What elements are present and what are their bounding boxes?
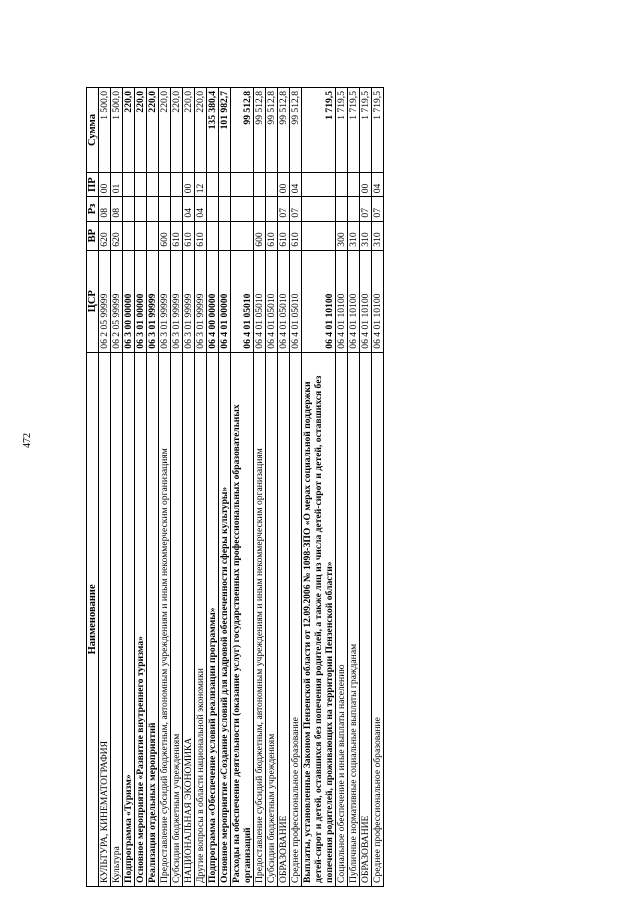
cell-vr (207, 221, 219, 250)
cell-sum: 101 982,7 (219, 88, 231, 173)
table-row (348, 88, 360, 887)
cell-pr (219, 173, 231, 197)
cell-rz (147, 197, 159, 221)
cell-sum: 99 512,8 (278, 88, 290, 173)
cell-rz (123, 197, 135, 221)
cell-rz (266, 197, 278, 221)
cell-rz (348, 197, 360, 221)
cell-rz (135, 197, 147, 221)
cell-vr: 310 (372, 221, 384, 250)
cell-pr: 00 (360, 173, 372, 197)
cell-vr (123, 221, 135, 250)
header-vr: ВР (87, 221, 99, 250)
table-body (99, 88, 384, 887)
table-row (171, 88, 183, 887)
cell-csr: 06 4 01 10100 (348, 250, 360, 352)
cell-vr (135, 221, 147, 250)
cell-csr: 06 4 01 10100 (372, 250, 384, 352)
cell-rz (219, 197, 231, 221)
cell-csr: 06 2 05 99999 (99, 250, 111, 352)
cell-pr: 00 (183, 173, 195, 197)
cell-vr: 610 (278, 221, 290, 250)
cell-sum: 99 512,8 (266, 88, 278, 173)
cell-pr (135, 173, 147, 197)
cell-name: Основное мероприятие «Создание условий для кадровой обеспеченности сферы культуры» (219, 352, 231, 886)
table-row (336, 88, 348, 887)
cell-vr: 610 (171, 221, 183, 250)
cell-vr: 610 (266, 221, 278, 250)
table-row (290, 88, 302, 887)
cell-rz (254, 197, 266, 221)
cell-pr (302, 173, 336, 197)
cell-csr: 06 4 01 00000 (219, 250, 231, 352)
cell-rz: 08 (99, 197, 111, 221)
cell-rz: 08 (111, 197, 123, 221)
cell-name: Подпрограмма «Туризм» (123, 352, 135, 886)
cell-pr (336, 173, 348, 197)
table-header-row (87, 88, 99, 887)
table-row (231, 88, 254, 887)
cell-pr (231, 173, 254, 197)
cell-csr: 06 4 00 00000 (207, 250, 219, 352)
header-csr: ЦСР (87, 250, 99, 352)
header-sum: Сумма (87, 88, 99, 173)
cell-name: НАЦИОНАЛЬНАЯ ЭКОНОМИКА (183, 352, 195, 886)
cell-pr: 04 (372, 173, 384, 197)
cell-vr (219, 221, 231, 250)
cell-rz: 07 (372, 197, 384, 221)
cell-name: Культура (111, 352, 123, 886)
cell-pr (254, 173, 266, 197)
cell-sum: 1 719,5 (360, 88, 372, 173)
cell-sum: 220,0 (195, 88, 207, 173)
cell-name: Предоставление субсидий бюджетным, автономным учреждениям и иным некоммерческим организациям (159, 352, 171, 886)
cell-name: Среднее профессиональное образование (372, 352, 384, 886)
table-row (111, 88, 123, 887)
cell-vr (302, 221, 336, 250)
cell-name: ОБРАЗОВАНИЕ (360, 352, 372, 886)
cell-rz: 07 (360, 197, 372, 221)
cell-vr: 620 (111, 221, 123, 250)
cell-csr: 06 2 05 99999 (111, 250, 123, 352)
table-row (254, 88, 266, 887)
table-row (195, 88, 207, 887)
cell-rz: 04 (195, 197, 207, 221)
table-row (278, 88, 290, 887)
cell-pr: 01 (111, 173, 123, 197)
cell-sum: 220,0 (159, 88, 171, 173)
cell-pr: 00 (278, 173, 290, 197)
cell-sum: 220,0 (135, 88, 147, 173)
table-row (183, 88, 195, 887)
cell-rz (159, 197, 171, 221)
cell-name: Другие вопросы в области национальной экономики (195, 352, 207, 886)
cell-pr (348, 173, 360, 197)
header-rz: Рз (87, 197, 99, 221)
cell-pr: 04 (290, 173, 302, 197)
cell-name: Среднее профессиональное образование (290, 352, 302, 886)
cell-pr (123, 173, 135, 197)
cell-csr: 06 3 01 00000 (135, 250, 147, 352)
cell-csr: 06 3 01 99999 (171, 250, 183, 352)
header-name: Наименование (87, 352, 99, 886)
cell-sum: 99 512,8 (254, 88, 266, 173)
cell-sum: 220,0 (171, 88, 183, 173)
cell-vr (231, 221, 254, 250)
cell-csr: 06 4 01 05010 (254, 250, 266, 352)
cell-name: Подпрограмма «Обеспечение условий реализации программы» (207, 352, 219, 886)
cell-csr: 06 4 01 05010 (290, 250, 302, 352)
cell-pr (159, 173, 171, 197)
cell-sum: 1 500,0 (111, 88, 123, 173)
table-row (372, 88, 384, 887)
cell-rz: 07 (290, 197, 302, 221)
cell-rz (231, 197, 254, 221)
cell-csr: 06 4 01 05010 (231, 250, 254, 352)
cell-sum: 99 512,8 (290, 88, 302, 173)
cell-csr: 06 4 01 05010 (278, 250, 290, 352)
table-row (159, 88, 171, 887)
cell-vr: 310 (348, 221, 360, 250)
cell-vr: 610 (183, 221, 195, 250)
table-row (360, 88, 372, 887)
table-row (135, 88, 147, 887)
table-row (302, 88, 336, 887)
cell-sum: 1 719,5 (302, 88, 336, 173)
cell-name: Субсидии бюджетным учреждениям (266, 352, 278, 886)
cell-sum: 220,0 (123, 88, 135, 173)
cell-pr (207, 173, 219, 197)
cell-csr: 06 3 01 99999 (183, 250, 195, 352)
cell-sum: 1 500,0 (99, 88, 111, 173)
cell-rz: 07 (278, 197, 290, 221)
cell-name: Субсидии бюджетным учреждениям (171, 352, 183, 886)
budget-table (86, 87, 384, 887)
cell-csr: 06 3 01 99999 (147, 250, 159, 352)
table-row (123, 88, 135, 887)
budget-table-container (86, 87, 384, 887)
cell-csr: 06 3 00 00000 (123, 250, 135, 352)
cell-name: Предоставление субсидий бюджетным, автономным учреждениям и иным некоммерческим организациям (254, 352, 266, 886)
table-row (147, 88, 159, 887)
header-pr: ПР (87, 173, 99, 197)
cell-pr: 12 (195, 173, 207, 197)
cell-csr: 06 3 01 99999 (159, 250, 171, 352)
page-number: 472 (22, 433, 33, 448)
table-row (219, 88, 231, 887)
cell-name: Публичные нормативные социальные выплаты гражданам (348, 352, 360, 886)
cell-vr: 600 (254, 221, 266, 250)
cell-csr: 06 4 01 10100 (360, 250, 372, 352)
cell-sum: 99 512,8 (231, 88, 254, 173)
cell-rz (171, 197, 183, 221)
cell-sum: 1 719,5 (348, 88, 360, 173)
cell-pr (266, 173, 278, 197)
cell-name: Расходы на обеспечение деятельности (оказание услуг) государственных профессиональных образовательных организаций (231, 352, 254, 886)
cell-rz (207, 197, 219, 221)
cell-vr: 310 (360, 221, 372, 250)
cell-name: Выплаты, установленные Законом Пензенской области от 12.09.2006 № 1098-ЗПО «О мерах социальной поддержки детей-сирот и детей, оставшихся без попечения родителей, а также лиц из числа детей-сирот и детей, оставшихся без попечения родителей, проживающих на территории Пензенской области» (302, 352, 336, 886)
cell-name: Основное мероприятие «Развитие внутреннего туризма» (135, 352, 147, 886)
cell-csr: 06 3 01 99999 (195, 250, 207, 352)
cell-sum: 220,0 (147, 88, 159, 173)
cell-vr: 300 (336, 221, 348, 250)
table-row (99, 88, 111, 887)
cell-rz (302, 197, 336, 221)
cell-sum: 1 719,5 (336, 88, 348, 173)
cell-sum: 135 380,4 (207, 88, 219, 173)
cell-pr (147, 173, 159, 197)
cell-name: Социальное обеспечение и иные выплаты населению (336, 352, 348, 886)
cell-rz: 04 (183, 197, 195, 221)
cell-vr: 600 (159, 221, 171, 250)
cell-pr: 00 (99, 173, 111, 197)
cell-rz (336, 197, 348, 221)
cell-vr: 620 (99, 221, 111, 250)
cell-csr: 06 4 01 05010 (266, 250, 278, 352)
table-row (207, 88, 219, 887)
cell-vr: 610 (195, 221, 207, 250)
cell-sum: 220,0 (183, 88, 195, 173)
cell-pr (171, 173, 183, 197)
cell-vr: 610 (290, 221, 302, 250)
cell-name: ОБРАЗОВАНИЕ (278, 352, 290, 886)
cell-vr (147, 221, 159, 250)
cell-sum: 1 719,5 (372, 88, 384, 173)
cell-name: КУЛЬТУРА, КИНЕМАТОГРАФИЯ (99, 352, 111, 886)
cell-name: Реализация отдельных мероприятий (147, 352, 159, 886)
table-row (266, 88, 278, 887)
cell-csr: 06 4 01 10100 (336, 250, 348, 352)
cell-csr: 06 4 01 10100 (302, 250, 336, 352)
